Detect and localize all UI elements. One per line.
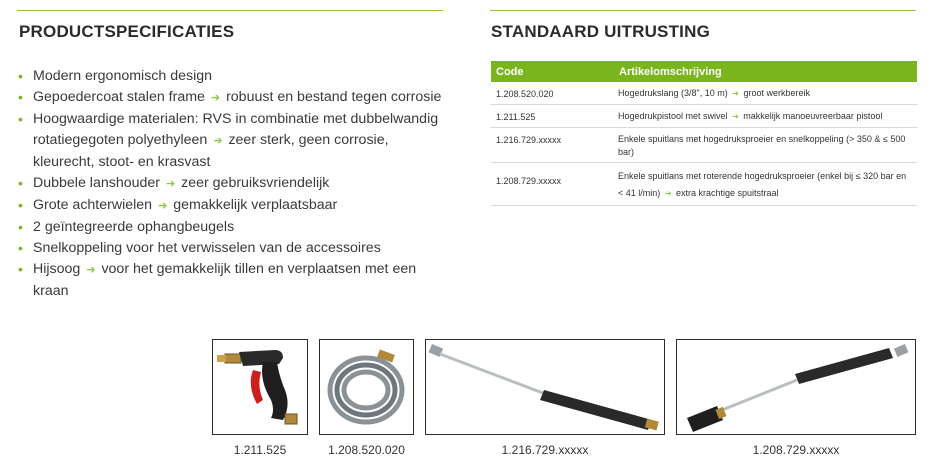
list-item: • 2 geïntegreerde ophangbeugels [18,217,448,238]
cell-code: 1.216.729.xxxxx [491,128,613,163]
arrow-icon: ➔ [732,89,739,98]
right-divider [490,10,916,11]
product-caption: 1.208.520.020 [328,443,405,457]
arrow-icon: ➔ [158,200,168,212]
bullet-icon: • [18,261,23,277]
cell-description: Hogedrukslang (3/8", 10 m) ➔ groot werkbereik [613,82,917,105]
list-item: • Dubbele lanshouder ➔ zeer gebruiksvriendelijk [18,173,448,195]
cell-code: 1.208.729.xxxxx [491,163,613,206]
spray-gun-icon [213,340,307,434]
arrow-icon: ➔ [165,178,176,190]
product-caption: 1.208.729.xxxxx [752,443,840,457]
table-row [491,163,917,206]
product-image-lance [425,339,665,435]
cell-description: Hogedrukpistool met swivel ➔ makkelijk manoeuvreerbaar pistool [613,105,917,128]
arrow-icon: ➔ [210,92,221,104]
bullet-icon: • [18,111,23,127]
arrow-icon: ➔ [86,264,96,276]
product-caption: 1.216.729.xxxxx [501,443,589,457]
rotary-lance-icon [677,340,915,434]
list-item: • Modern ergonomisch design [18,66,448,87]
column-header-code: Code [491,61,613,82]
product-caption: 1.211.525 [233,443,287,457]
equipment-title: STANDAARD UITRUSTING [491,22,711,41]
list-item: • Gepoedercoat stalen frame ➔ robuust en bestand tegen corrosie [18,87,448,109]
arrow-icon: ➔ [664,189,672,198]
left-divider [17,10,443,11]
table-row [491,105,917,128]
specs-title: PRODUCTSPECIFICATIES [19,22,235,41]
equipment-table [491,61,917,206]
bullet-icon: • [18,175,23,191]
arrow-icon: ➔ [213,135,223,147]
product-image-hose [319,339,414,435]
bullet-icon: • [18,219,23,235]
product-image-rotary-lance [676,339,916,435]
table-header-row [491,61,917,82]
list-item: • Hoogwaardige materialen: RVS in combinatie met dubbelwandig rotatiegegoten polyethyleen ➔ zeer sterk, geen corrosie, kleurecht, stoot- en krasvast [18,111,439,170]
arrow-icon: ➔ [732,112,739,121]
hose-coil-icon [320,340,413,434]
cell-code: 1.211.525 [491,105,613,128]
table-row [491,128,917,163]
cell-code: 1.208.520.020 [491,82,613,105]
list-item: • Grote achterwielen ➔ gemakkelijk verplaatsbaar [18,195,448,217]
bullet-icon: • [18,240,23,256]
list-item: • Snelkoppeling voor het verwisselen van de accessoires [18,238,448,259]
product-image-spray-gun [212,339,308,435]
spec-list [18,66,448,302]
list-item: • Hijsoog ➔ voor het gemakkelijk tillen en verplaatsen met een kraan [18,261,417,299]
cell-description: Enkele spuitlans met roterende hogedruksproeier (enkel bij ≤ 320 bar en < 41 l/min) ➔ extra krachtige spuitstraal [613,163,917,206]
column-header-description: Artikelomschrijving [613,61,917,82]
table-row [491,82,917,105]
bullet-icon: • [18,197,23,213]
lance-icon [426,340,664,434]
bullet-icon: • [18,89,23,105]
cell-description: Enkele spuitlans met hogedruksproeier en snelkoppeling (> 350 & ≤ 500 bar) [613,128,917,163]
bullet-icon: • [18,68,23,84]
